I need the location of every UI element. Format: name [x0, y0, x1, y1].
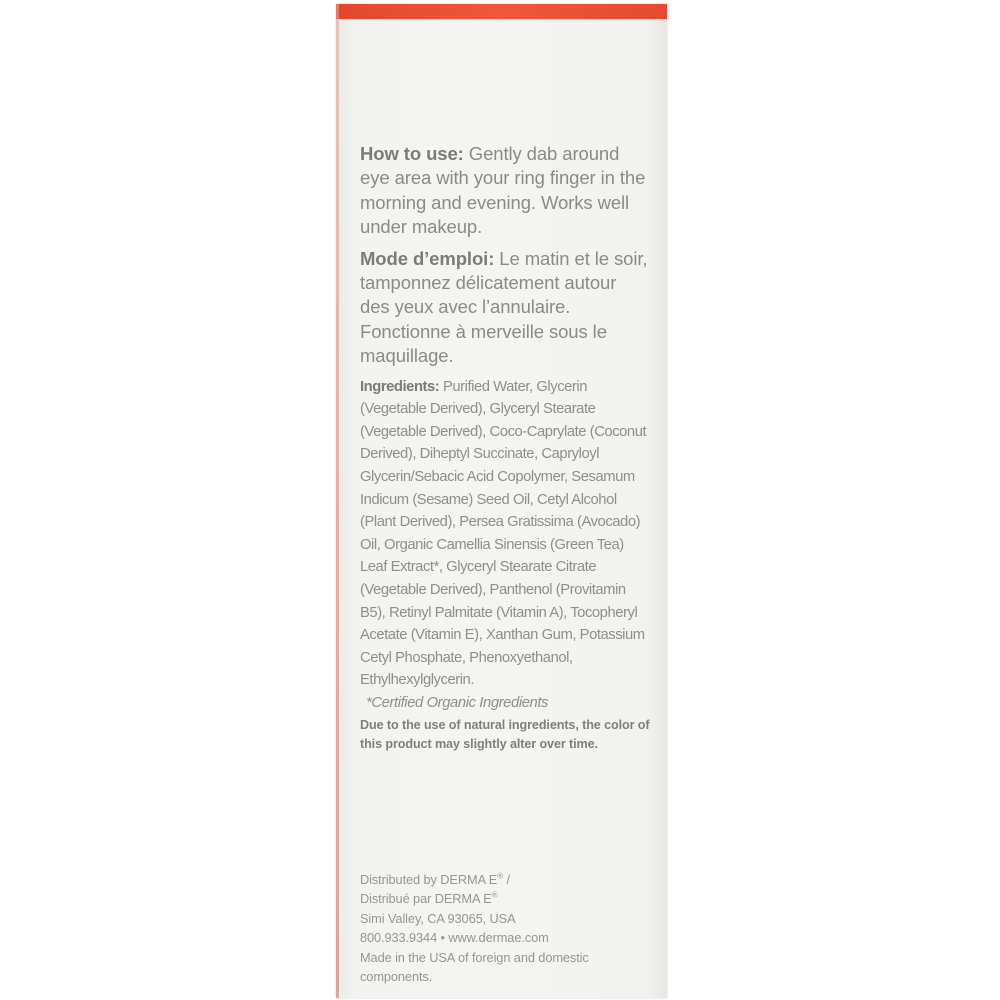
ingredients-paragraph: [360, 376, 650, 692]
address: Simi Valley, CA 93065, USA: [360, 910, 516, 926]
ingredients-label: Ingredients:: [360, 378, 440, 395]
distributed-by: Distributed by DERMA E® /: [360, 871, 510, 887]
how-to-use-paragraph: [360, 142, 650, 240]
ingredients-text: Purified Water, Glycerin (Vegetable Derived), Glyceryl Stearate (Vegetable Derived), Coco-Caprylate (Coconut Derived), Diheptyl Succinate, Capryloyl Glycerin/Sebacic Acid Copolymer, Sesamum Indicum (Sesame) Seed Oil, Cetyl Alcohol (Plant Derived), Persea Gratissima (Avocado) Oil, Organic Camellia Sinensis (Green Tea) Leaf Extract*, Glyceryl Stearate Citrate (Vegetable Derived), Panthenol (Provitamin B5), Retinyl Palmitate (Vitamin A), Tocopheryl Acetate (Vitamin E), Xanthan Gum, Potassium Cetyl Phosphate, Phenoxyethanol, Ethylhexylglycerin.: [360, 378, 647, 689]
distribution-block: [360, 870, 650, 986]
organic-note: *Certified Organic Ingredients: [366, 694, 549, 711]
distribue-par: Distribué par DERMA E®: [360, 891, 498, 907]
registered-mark: ®: [497, 871, 503, 881]
color-note: Due to the use of natural ingredients, the color of this product may slightly alter over time.: [360, 717, 650, 752]
mode-emploi-paragraph: [360, 247, 650, 369]
mode-emploi-text: Le matin et le soir, tamponnez délicatement autour des yeux avec l’annulaire. Fonctionne à merveille sous le maquillage.: [360, 247, 648, 367]
mode-emploi-label: Mode d’emploi:: [360, 247, 495, 269]
red-top-band: [336, 4, 667, 19]
package-side-panel: [336, 4, 667, 998]
how-to-use-label: How to use:: [360, 143, 464, 164]
made-in-line-2: components.: [360, 969, 433, 985]
package-left-edge: [336, 4, 339, 998]
label-text-block: [360, 142, 650, 755]
contact-line: 800.933.9344 • www.dermae.com: [360, 930, 549, 946]
registered-mark-fr: ®: [491, 891, 498, 901]
how-to-use-text: Gently dab around eye area with your ring finger in the morning and evening. Works well under makeup.: [360, 143, 646, 238]
made-in-line-1: Made in the USA of foreign and domestic: [360, 949, 589, 965]
